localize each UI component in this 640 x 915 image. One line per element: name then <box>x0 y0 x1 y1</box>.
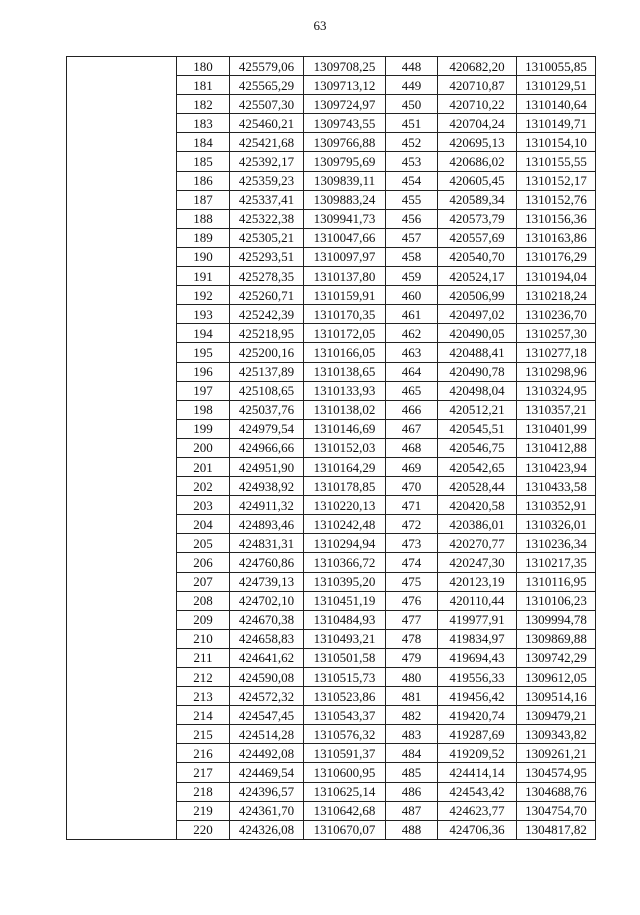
point-number-left: 188 <box>177 209 230 228</box>
x-coordinate-right: 424543,42 <box>438 782 517 801</box>
point-number-left: 187 <box>177 190 230 209</box>
y-coordinate-left: 1310591,37 <box>304 744 386 763</box>
y-coordinate-right: 1310055,85 <box>517 57 596 76</box>
point-number-left: 201 <box>177 457 230 476</box>
y-coordinate-right: 1310352,91 <box>517 496 596 515</box>
y-coordinate-left: 1310600,95 <box>304 763 386 782</box>
x-coordinate-right: 420710,87 <box>438 76 517 95</box>
point-number-left: 219 <box>177 801 230 820</box>
x-coordinate-right: 419456,42 <box>438 687 517 706</box>
x-coordinate-left: 424658,83 <box>230 629 304 648</box>
y-coordinate-left: 1310451,19 <box>304 591 386 610</box>
x-coordinate-right: 420545,51 <box>438 419 517 438</box>
point-number-right: 487 <box>386 801 438 820</box>
y-coordinate-left: 1310515,73 <box>304 668 386 687</box>
point-number-left: 216 <box>177 744 230 763</box>
y-coordinate-right: 1309612,05 <box>517 668 596 687</box>
coordinates-table-body <box>67 57 596 840</box>
x-coordinate-left: 425108,65 <box>230 381 304 400</box>
x-coordinate-left: 424938,92 <box>230 477 304 496</box>
x-coordinate-left: 425460,21 <box>230 114 304 133</box>
y-coordinate-left: 1309766,88 <box>304 133 386 152</box>
x-coordinate-right: 420110,44 <box>438 591 517 610</box>
point-number-right: 453 <box>386 152 438 171</box>
x-coordinate-left: 425137,89 <box>230 362 304 381</box>
y-coordinate-left: 1310484,93 <box>304 610 386 629</box>
y-coordinate-right: 1304688,76 <box>517 782 596 801</box>
x-coordinate-right: 420704,24 <box>438 114 517 133</box>
y-coordinate-right: 1310257,30 <box>517 324 596 343</box>
x-coordinate-right: 420682,20 <box>438 57 517 76</box>
point-number-right: 488 <box>386 820 438 839</box>
point-number-left: 206 <box>177 553 230 572</box>
point-number-left: 211 <box>177 648 230 667</box>
point-number-left: 194 <box>177 324 230 343</box>
point-number-right: 457 <box>386 228 438 247</box>
y-coordinate-right: 1310152,17 <box>517 171 596 190</box>
point-number-right: 461 <box>386 305 438 324</box>
x-coordinate-left: 424966,66 <box>230 438 304 457</box>
y-coordinate-right: 1304754,70 <box>517 801 596 820</box>
x-coordinate-left: 425278,35 <box>230 267 304 286</box>
y-coordinate-right: 1309343,82 <box>517 725 596 744</box>
y-coordinate-left: 1310501,58 <box>304 648 386 667</box>
point-number-left: 192 <box>177 286 230 305</box>
y-coordinate-right: 1310401,99 <box>517 419 596 438</box>
x-coordinate-left: 424739,13 <box>230 572 304 591</box>
x-coordinate-right: 420506,99 <box>438 286 517 305</box>
point-number-right: 479 <box>386 648 438 667</box>
y-coordinate-right: 1309479,21 <box>517 706 596 725</box>
y-coordinate-left: 1310170,35 <box>304 305 386 324</box>
x-coordinate-left: 424979,54 <box>230 419 304 438</box>
y-coordinate-left: 1309743,55 <box>304 114 386 133</box>
x-coordinate-right: 420512,21 <box>438 400 517 419</box>
y-coordinate-right: 1310357,21 <box>517 400 596 419</box>
y-coordinate-left: 1310670,07 <box>304 820 386 839</box>
x-coordinate-right: 420488,41 <box>438 343 517 362</box>
point-number-left: 207 <box>177 572 230 591</box>
x-coordinate-left: 424492,08 <box>230 744 304 763</box>
x-coordinate-left: 425579,06 <box>230 57 304 76</box>
y-coordinate-left: 1310576,32 <box>304 725 386 744</box>
y-coordinate-right: 1310423,94 <box>517 457 596 476</box>
x-coordinate-right: 420528,44 <box>438 477 517 496</box>
y-coordinate-left: 1310294,94 <box>304 534 386 553</box>
point-number-right: 452 <box>386 133 438 152</box>
point-number-right: 470 <box>386 477 438 496</box>
point-number-left: 180 <box>177 57 230 76</box>
point-number-left: 186 <box>177 171 230 190</box>
x-coordinate-right: 420546,75 <box>438 438 517 457</box>
y-coordinate-right: 1310176,29 <box>517 247 596 266</box>
point-number-left: 185 <box>177 152 230 171</box>
x-coordinate-left: 424831,31 <box>230 534 304 553</box>
x-coordinate-left: 424572,32 <box>230 687 304 706</box>
x-coordinate-right: 420247,30 <box>438 553 517 572</box>
x-coordinate-right: 420490,05 <box>438 324 517 343</box>
point-number-right: 473 <box>386 534 438 553</box>
x-coordinate-left: 425260,71 <box>230 286 304 305</box>
point-number-left: 214 <box>177 706 230 725</box>
y-coordinate-left: 1310523,86 <box>304 687 386 706</box>
y-coordinate-left: 1310178,85 <box>304 477 386 496</box>
y-coordinate-left: 1309708,25 <box>304 57 386 76</box>
x-coordinate-right: 419694,43 <box>438 648 517 667</box>
x-coordinate-left: 424590,08 <box>230 668 304 687</box>
point-number-right: 468 <box>386 438 438 457</box>
y-coordinate-right: 1309994,78 <box>517 610 596 629</box>
point-number-right: 459 <box>386 267 438 286</box>
x-coordinate-right: 420420,58 <box>438 496 517 515</box>
x-coordinate-left: 424911,32 <box>230 496 304 515</box>
x-coordinate-right: 420710,22 <box>438 95 517 114</box>
point-number-left: 220 <box>177 820 230 839</box>
point-number-left: 199 <box>177 419 230 438</box>
x-coordinate-left: 425242,39 <box>230 305 304 324</box>
x-coordinate-left: 425305,21 <box>230 228 304 247</box>
x-coordinate-left: 424469,54 <box>230 763 304 782</box>
point-number-left: 200 <box>177 438 230 457</box>
point-number-right: 458 <box>386 247 438 266</box>
point-number-right: 471 <box>386 496 438 515</box>
point-number-right: 451 <box>386 114 438 133</box>
y-coordinate-left: 1310220,13 <box>304 496 386 515</box>
x-coordinate-left: 424893,46 <box>230 515 304 534</box>
y-coordinate-left: 1309941,73 <box>304 209 386 228</box>
point-number-left: 190 <box>177 247 230 266</box>
point-number-left: 198 <box>177 400 230 419</box>
x-coordinate-left: 424641,62 <box>230 648 304 667</box>
point-number-left: 181 <box>177 76 230 95</box>
x-coordinate-left: 424396,57 <box>230 782 304 801</box>
x-coordinate-left: 425392,17 <box>230 152 304 171</box>
point-number-right: 450 <box>386 95 438 114</box>
y-coordinate-right: 1310218,24 <box>517 286 596 305</box>
x-coordinate-right: 420589,34 <box>438 190 517 209</box>
point-number-left: 184 <box>177 133 230 152</box>
point-number-right: 485 <box>386 763 438 782</box>
point-number-left: 210 <box>177 629 230 648</box>
point-number-right: 464 <box>386 362 438 381</box>
point-number-left: 218 <box>177 782 230 801</box>
table-row <box>67 57 596 76</box>
x-coordinate-right: 420540,70 <box>438 247 517 266</box>
y-coordinate-right: 1310116,95 <box>517 572 596 591</box>
x-coordinate-left: 424951,90 <box>230 457 304 476</box>
y-coordinate-right: 1304574,95 <box>517 763 596 782</box>
point-number-right: 454 <box>386 171 438 190</box>
y-coordinate-right: 1309869,88 <box>517 629 596 648</box>
x-coordinate-right: 424414,14 <box>438 763 517 782</box>
point-number-right: 478 <box>386 629 438 648</box>
y-coordinate-right: 1310236,70 <box>517 305 596 324</box>
x-coordinate-right: 420524,17 <box>438 267 517 286</box>
x-coordinate-right: 420270,77 <box>438 534 517 553</box>
point-number-right: 483 <box>386 725 438 744</box>
x-coordinate-right: 420498,04 <box>438 381 517 400</box>
y-coordinate-left: 1310159,91 <box>304 286 386 305</box>
y-coordinate-left: 1310395,20 <box>304 572 386 591</box>
y-coordinate-left: 1310366,72 <box>304 553 386 572</box>
point-number-right: 474 <box>386 553 438 572</box>
x-coordinate-left: 424702,10 <box>230 591 304 610</box>
y-coordinate-right: 1310140,64 <box>517 95 596 114</box>
point-number-left: 202 <box>177 477 230 496</box>
point-number-right: 475 <box>386 572 438 591</box>
x-coordinate-left: 425293,51 <box>230 247 304 266</box>
y-coordinate-left: 1310097,97 <box>304 247 386 266</box>
x-coordinate-left: 425565,29 <box>230 76 304 95</box>
point-number-right: 477 <box>386 610 438 629</box>
point-number-right: 486 <box>386 782 438 801</box>
x-coordinate-left: 424547,45 <box>230 706 304 725</box>
point-number-left: 196 <box>177 362 230 381</box>
point-number-left: 208 <box>177 591 230 610</box>
x-coordinate-right: 420123,19 <box>438 572 517 591</box>
x-coordinate-left: 425200,16 <box>230 343 304 362</box>
x-coordinate-left: 424670,38 <box>230 610 304 629</box>
y-coordinate-left: 1310242,48 <box>304 515 386 534</box>
y-coordinate-right: 1310155,55 <box>517 152 596 171</box>
point-number-left: 217 <box>177 763 230 782</box>
x-coordinate-right: 419420,74 <box>438 706 517 725</box>
point-number-right: 472 <box>386 515 438 534</box>
point-number-left: 203 <box>177 496 230 515</box>
y-coordinate-left: 1310543,37 <box>304 706 386 725</box>
point-number-right: 466 <box>386 400 438 419</box>
point-number-left: 204 <box>177 515 230 534</box>
x-coordinate-right: 420695,13 <box>438 133 517 152</box>
point-number-right: 480 <box>386 668 438 687</box>
y-coordinate-right: 1310149,71 <box>517 114 596 133</box>
y-coordinate-left: 1309795,69 <box>304 152 386 171</box>
y-coordinate-left: 1310146,69 <box>304 419 386 438</box>
y-coordinate-right: 1310129,51 <box>517 76 596 95</box>
y-coordinate-right: 1310217,35 <box>517 553 596 572</box>
point-number-left: 193 <box>177 305 230 324</box>
y-coordinate-right: 1310277,18 <box>517 343 596 362</box>
x-coordinate-right: 420386,01 <box>438 515 517 534</box>
y-coordinate-right: 1310433,58 <box>517 477 596 496</box>
y-coordinate-left: 1309724,97 <box>304 95 386 114</box>
x-coordinate-right: 419977,91 <box>438 610 517 629</box>
x-coordinate-left: 425037,76 <box>230 400 304 419</box>
y-coordinate-left: 1310133,93 <box>304 381 386 400</box>
page-number: 63 <box>313 18 327 33</box>
y-coordinate-left: 1310047,66 <box>304 228 386 247</box>
x-coordinate-right: 420490,78 <box>438 362 517 381</box>
x-coordinate-right: 420573,79 <box>438 209 517 228</box>
y-coordinate-left: 1310138,02 <box>304 400 386 419</box>
y-coordinate-right: 1310152,76 <box>517 190 596 209</box>
point-number-left: 183 <box>177 114 230 133</box>
point-number-right: 481 <box>386 687 438 706</box>
point-number-left: 212 <box>177 668 230 687</box>
point-number-right: 449 <box>386 76 438 95</box>
y-coordinate-left: 1310166,05 <box>304 343 386 362</box>
y-coordinate-right: 1310236,34 <box>517 534 596 553</box>
y-coordinate-left: 1310137,80 <box>304 267 386 286</box>
y-coordinate-left: 1310625,14 <box>304 782 386 801</box>
x-coordinate-right: 420557,69 <box>438 228 517 247</box>
y-coordinate-left: 1310493,21 <box>304 629 386 648</box>
point-number-right: 462 <box>386 324 438 343</box>
y-coordinate-left: 1310152,03 <box>304 438 386 457</box>
point-number-right: 455 <box>386 190 438 209</box>
y-coordinate-left: 1309839,11 <box>304 171 386 190</box>
empty-merged-cell <box>67 57 177 840</box>
point-number-left: 209 <box>177 610 230 629</box>
x-coordinate-left: 424361,70 <box>230 801 304 820</box>
point-number-left: 197 <box>177 381 230 400</box>
point-number-right: 476 <box>386 591 438 610</box>
x-coordinate-left: 425322,38 <box>230 209 304 228</box>
x-coordinate-right: 419556,33 <box>438 668 517 687</box>
y-coordinate-right: 1310106,23 <box>517 591 596 610</box>
point-number-right: 460 <box>386 286 438 305</box>
x-coordinate-right: 424623,77 <box>438 801 517 820</box>
x-coordinate-right: 424706,36 <box>438 820 517 839</box>
point-number-left: 182 <box>177 95 230 114</box>
point-number-left: 191 <box>177 267 230 286</box>
y-coordinate-right: 1309261,21 <box>517 744 596 763</box>
y-coordinate-left: 1309883,24 <box>304 190 386 209</box>
coordinates-table <box>66 56 596 840</box>
y-coordinate-left: 1310164,29 <box>304 457 386 476</box>
x-coordinate-right: 420605,45 <box>438 171 517 190</box>
y-coordinate-right: 1309742,29 <box>517 648 596 667</box>
x-coordinate-right: 419834,97 <box>438 629 517 648</box>
x-coordinate-left: 425337,41 <box>230 190 304 209</box>
y-coordinate-right: 1304817,82 <box>517 820 596 839</box>
point-number-right: 469 <box>386 457 438 476</box>
y-coordinate-left: 1310642,68 <box>304 801 386 820</box>
point-number-right: 484 <box>386 744 438 763</box>
point-number-left: 189 <box>177 228 230 247</box>
x-coordinate-right: 420542,65 <box>438 457 517 476</box>
y-coordinate-right: 1310412,88 <box>517 438 596 457</box>
point-number-right: 448 <box>386 57 438 76</box>
y-coordinate-left: 1310138,65 <box>304 362 386 381</box>
point-number-right: 463 <box>386 343 438 362</box>
x-coordinate-left: 424760,86 <box>230 553 304 572</box>
x-coordinate-left: 425421,68 <box>230 133 304 152</box>
y-coordinate-right: 1310326,01 <box>517 515 596 534</box>
y-coordinate-left: 1310172,05 <box>304 324 386 343</box>
y-coordinate-right: 1309514,16 <box>517 687 596 706</box>
x-coordinate-left: 424514,28 <box>230 725 304 744</box>
y-coordinate-right: 1310154,10 <box>517 133 596 152</box>
point-number-left: 213 <box>177 687 230 706</box>
x-coordinate-left: 425507,30 <box>230 95 304 114</box>
x-coordinate-right: 419287,69 <box>438 725 517 744</box>
point-number-right: 467 <box>386 419 438 438</box>
y-coordinate-right: 1310163,86 <box>517 228 596 247</box>
y-coordinate-right: 1310156,36 <box>517 209 596 228</box>
point-number-left: 205 <box>177 534 230 553</box>
point-number-right: 482 <box>386 706 438 725</box>
x-coordinate-left: 425218,95 <box>230 324 304 343</box>
x-coordinate-left: 425359,23 <box>230 171 304 190</box>
point-number-right: 465 <box>386 381 438 400</box>
y-coordinate-right: 1310324,95 <box>517 381 596 400</box>
y-coordinate-left: 1309713,12 <box>304 76 386 95</box>
x-coordinate-right: 420686,02 <box>438 152 517 171</box>
point-number-right: 456 <box>386 209 438 228</box>
y-coordinate-right: 1310298,96 <box>517 362 596 381</box>
x-coordinate-left: 424326,08 <box>230 820 304 839</box>
x-coordinate-right: 420497,02 <box>438 305 517 324</box>
y-coordinate-right: 1310194,04 <box>517 267 596 286</box>
x-coordinate-right: 419209,52 <box>438 744 517 763</box>
point-number-left: 215 <box>177 725 230 744</box>
point-number-left: 195 <box>177 343 230 362</box>
